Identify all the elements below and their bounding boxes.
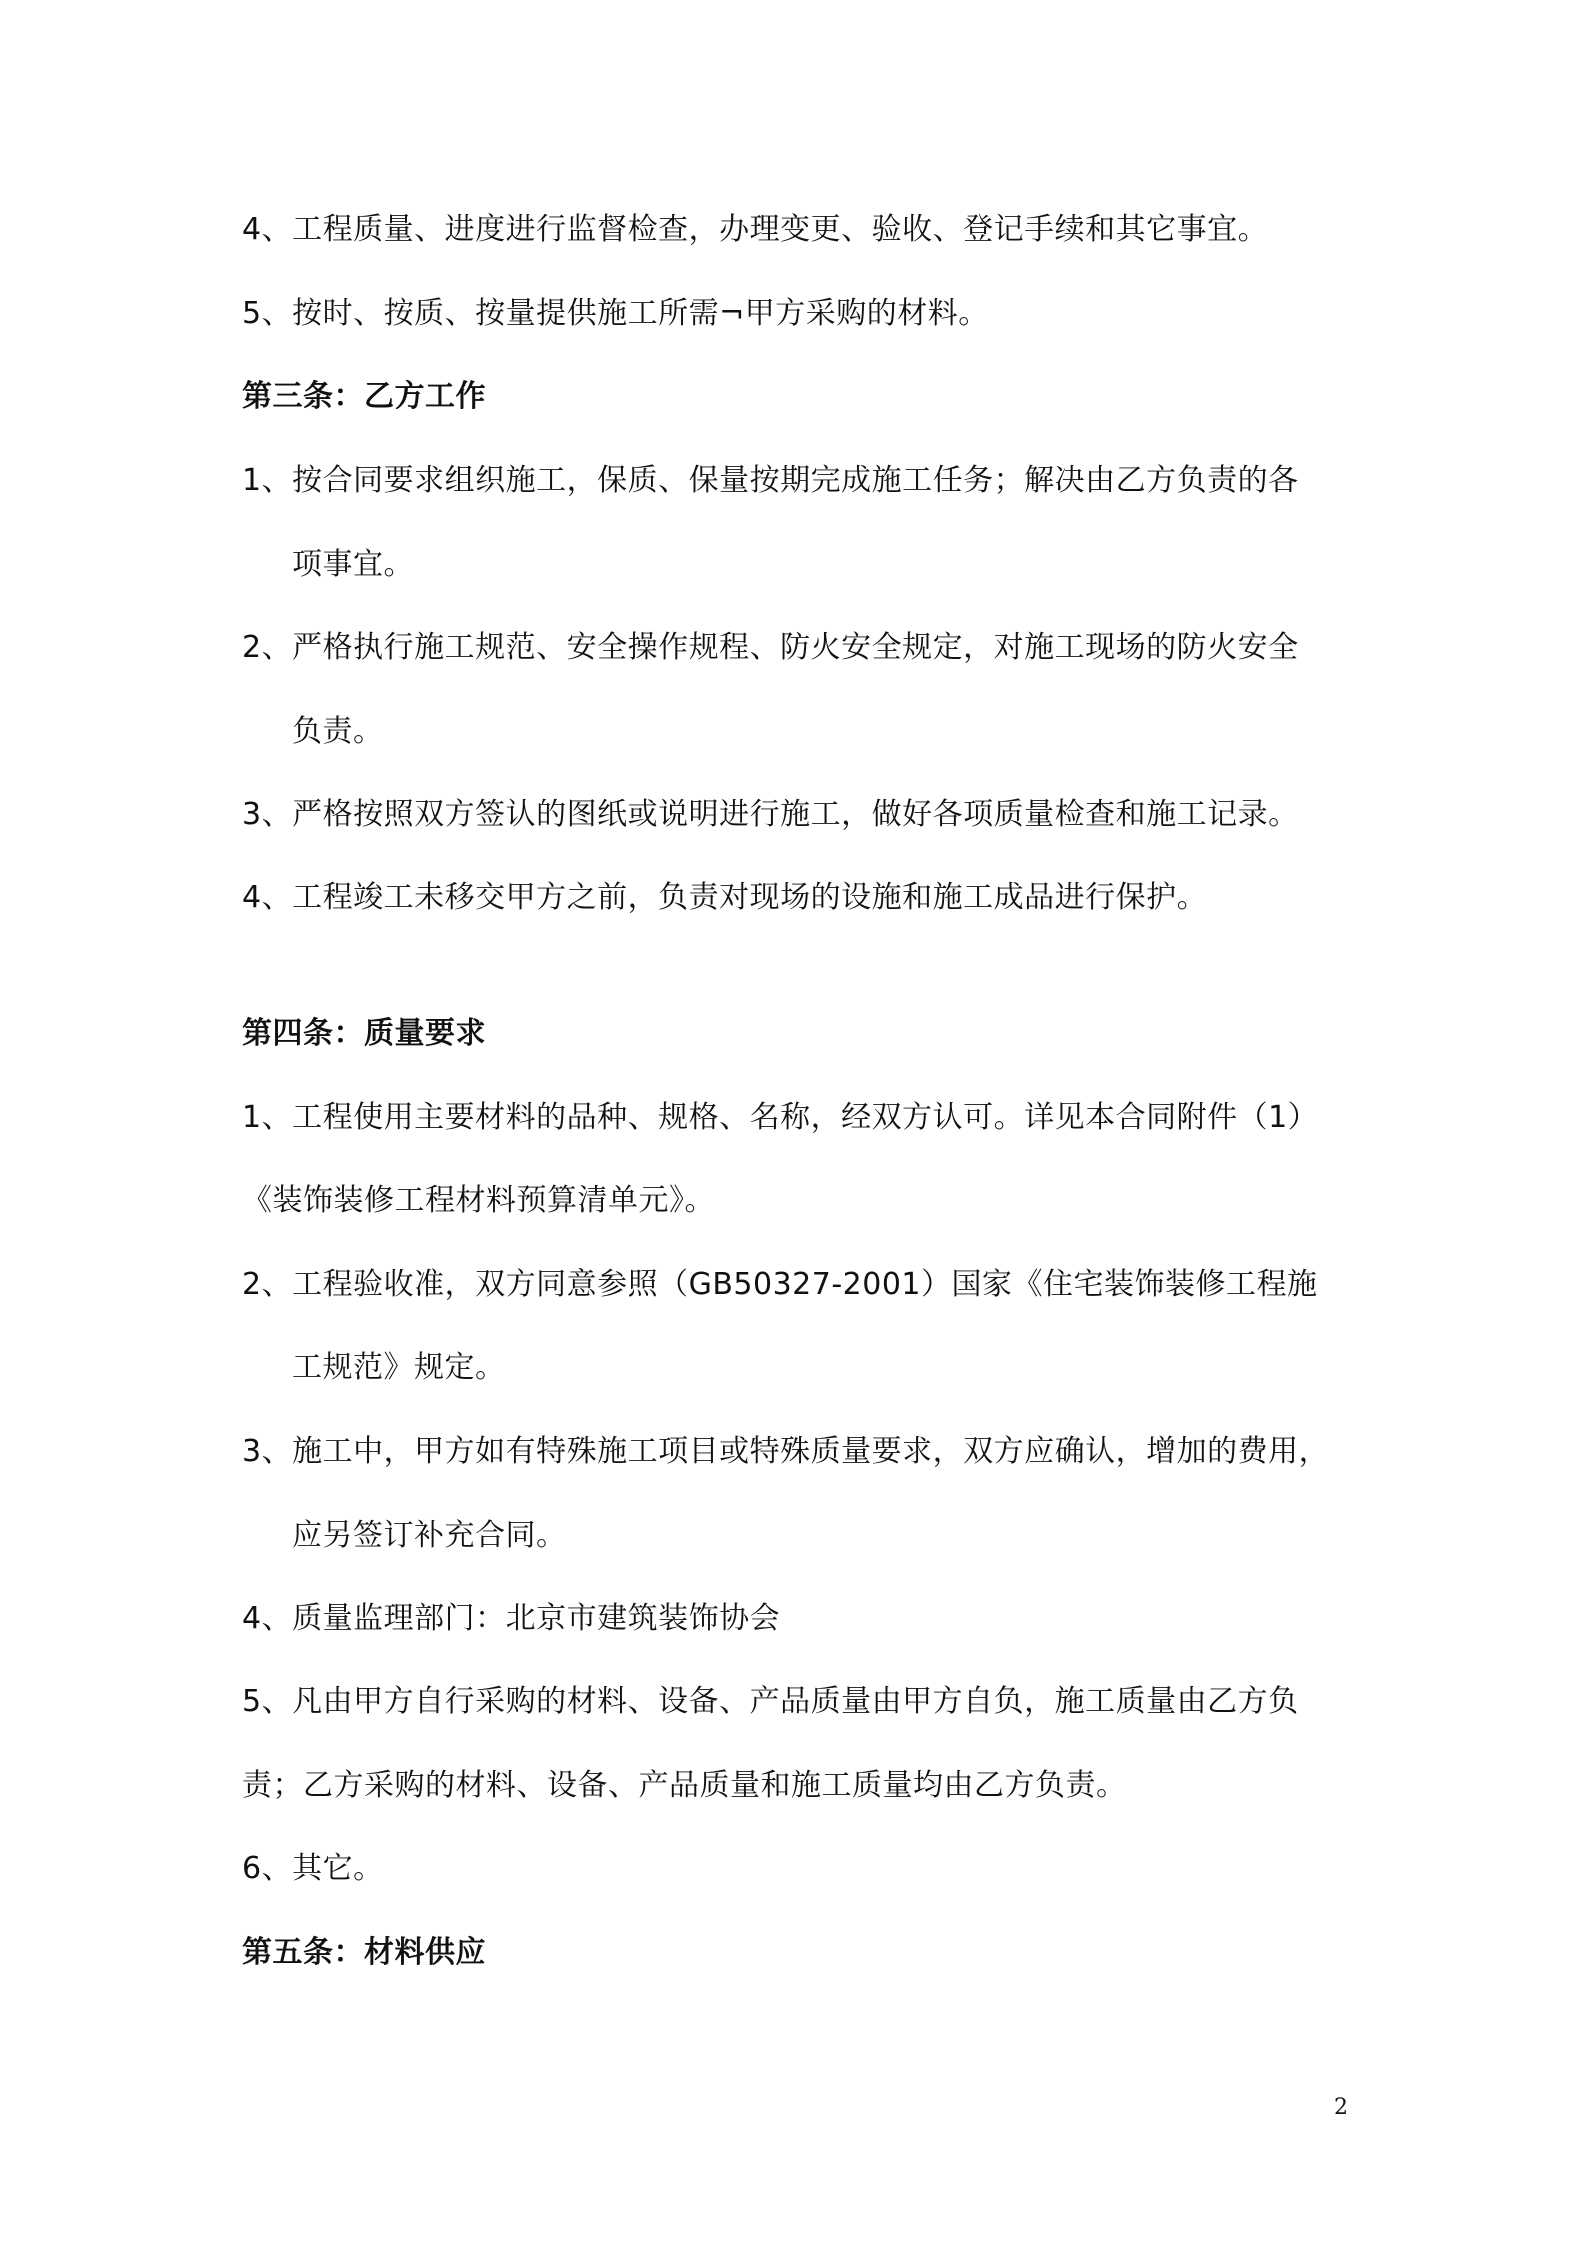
- section4-heading: 第四条：质量要求: [242, 1016, 486, 1051]
- section3-item-3: 3、严格按照双方签认的图纸或说明进行施工，做好各项质量检查和施工记录。: [242, 797, 1299, 832]
- section4-item-1-line-1: 1、工程使用主要材料的品种、规格、名称，经双方认可。详见本合同附件（1）: [242, 1100, 1319, 1135]
- section5-heading: 第五条：材料供应: [242, 1935, 486, 1970]
- section2-item-5: 5、按时、按质、按量提供施工所需¬甲方采购的材料。: [242, 296, 989, 331]
- section4-item-5-line-2: 责；乙方采购的材料、设备、产品质量和施工质量均由乙方负责。: [242, 1768, 1127, 1803]
- section4-item-2-line-1: 2、工程验收准，双方同意参照（GB50327-2001）国家《住宅装饰装修工程施: [242, 1267, 1318, 1302]
- section3-item-1-line-2: 项事宜。: [292, 547, 414, 582]
- section3-item-1-line-1: 1、按合同要求组织施工，保质、保量按期完成施工任务；解决由乙方负责的各: [242, 463, 1299, 498]
- section4-item-1-line-2: 《装饰装修工程材料预算清单元》。: [242, 1183, 715, 1218]
- section4-item-3-line-1: 3、施工中，甲方如有特殊施工项目或特殊质量要求，双方应确认，增加的费用，: [242, 1434, 1330, 1469]
- section4-item-2-line-2: 工规范》规定。: [292, 1350, 506, 1385]
- section2-item-4: 4、工程质量、进度进行监督检查，办理变更、验收、登记手续和其它事宜。: [242, 212, 1269, 247]
- section4-item-5-line-1: 5、凡由甲方自行采购的材料、设备、产品质量由甲方自负，施工质量由乙方负: [242, 1684, 1299, 1719]
- section4-item-4: 4、质量监理部门：北京市建筑装饰协会: [242, 1601, 781, 1636]
- section3-heading: 第三条：乙方工作: [242, 379, 486, 414]
- section4-item-3-line-2: 应另签订补充合同。: [292, 1518, 567, 1553]
- section3-item-2-line-1: 2、严格执行施工规范、安全操作规程、防火安全规定，对施工现场的防火安全: [242, 630, 1299, 665]
- section3-item-2-line-2: 负责。: [292, 714, 384, 749]
- page-number: 2: [1334, 2095, 1348, 2120]
- section4-item-6: 6、其它。: [242, 1851, 384, 1886]
- section3-item-4: 4、工程竣工未移交甲方之前，负责对现场的设施和施工成品进行保护。: [242, 880, 1208, 915]
